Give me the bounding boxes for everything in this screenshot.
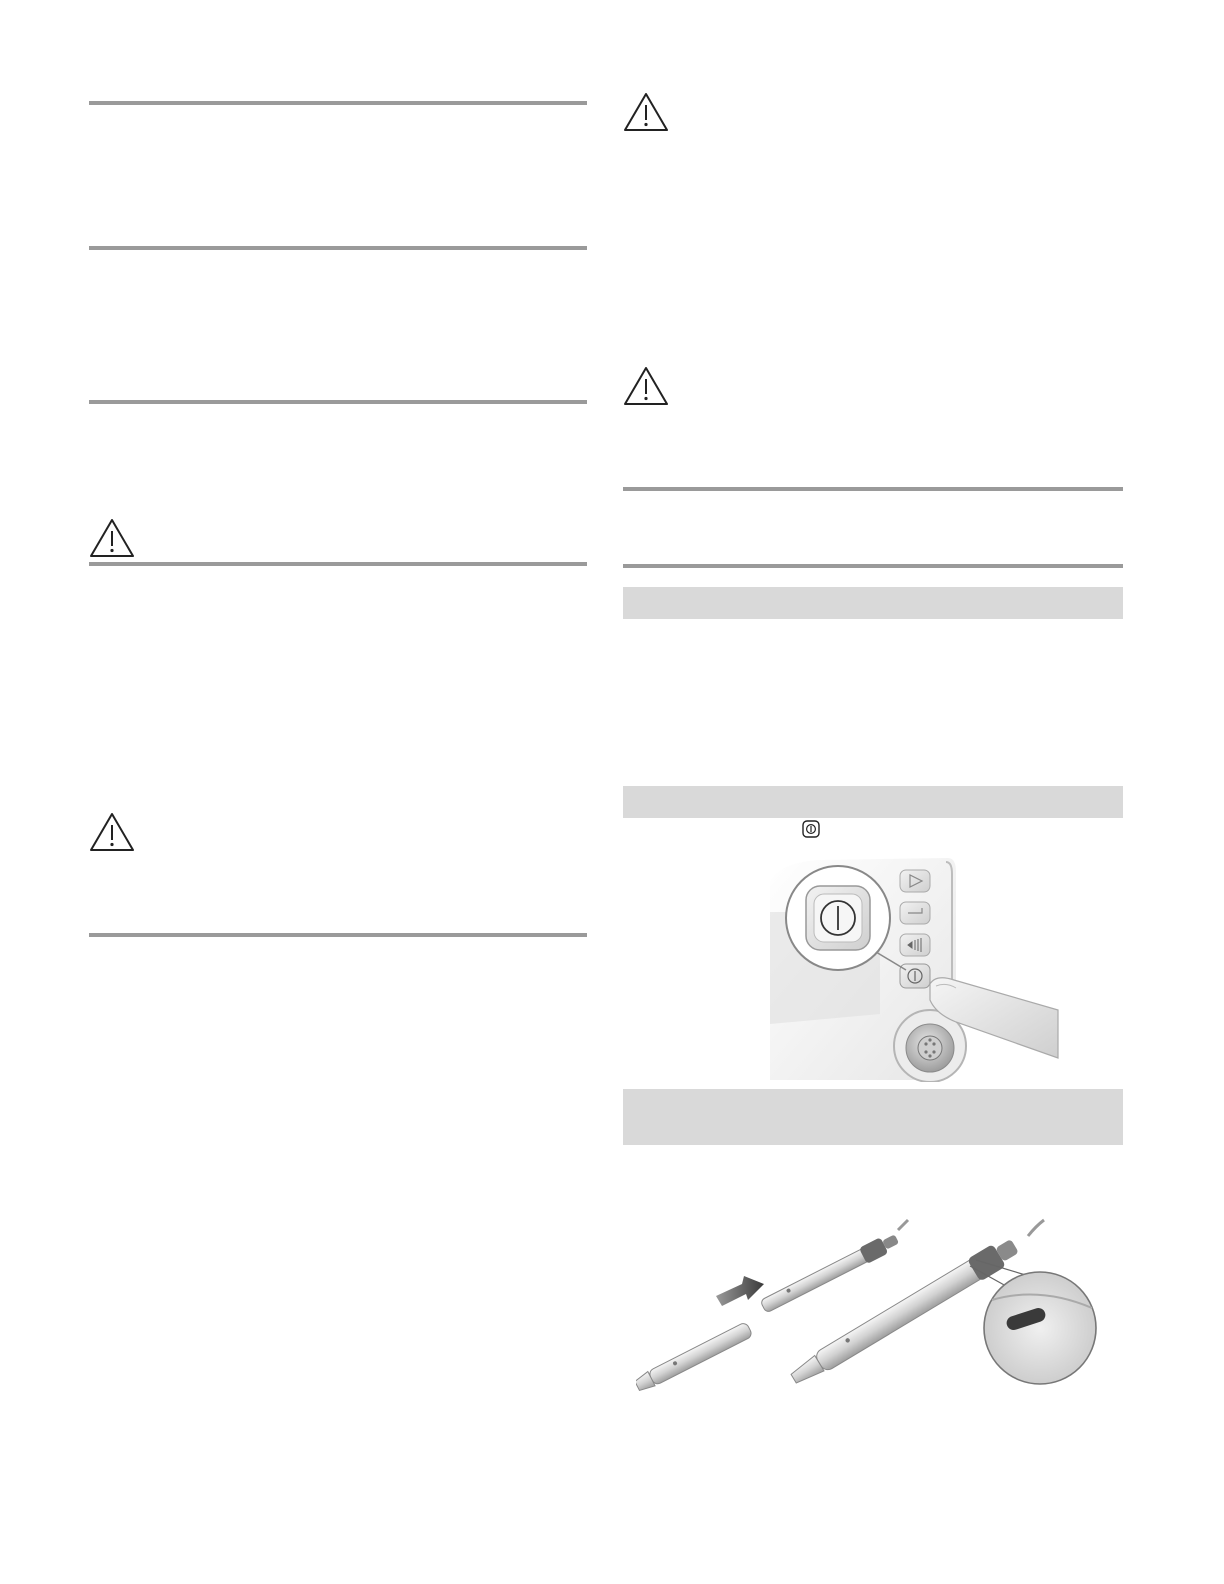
step-band-2: [623, 786, 1123, 818]
handpiece-assembly-figure: [636, 1216, 1106, 1394]
step-band-1: [623, 587, 1123, 619]
section-rule-3: [89, 400, 587, 404]
step-band-3: [623, 1089, 1123, 1145]
warning-triangle-icon: [623, 366, 669, 406]
section-rule-4: [89, 562, 587, 566]
section-rule-5: [89, 933, 587, 937]
warning-triangle-icon: [89, 518, 135, 558]
section-rule-6: [623, 487, 1123, 491]
warning-triangle-icon: [89, 812, 135, 852]
section-rule-2: [89, 246, 587, 250]
warning-triangle-icon: [623, 92, 669, 132]
power-button-icon: [802, 820, 820, 838]
power-button-figure: [760, 852, 1060, 1082]
section-rule-1: [89, 101, 587, 105]
section-rule-7: [623, 564, 1123, 568]
